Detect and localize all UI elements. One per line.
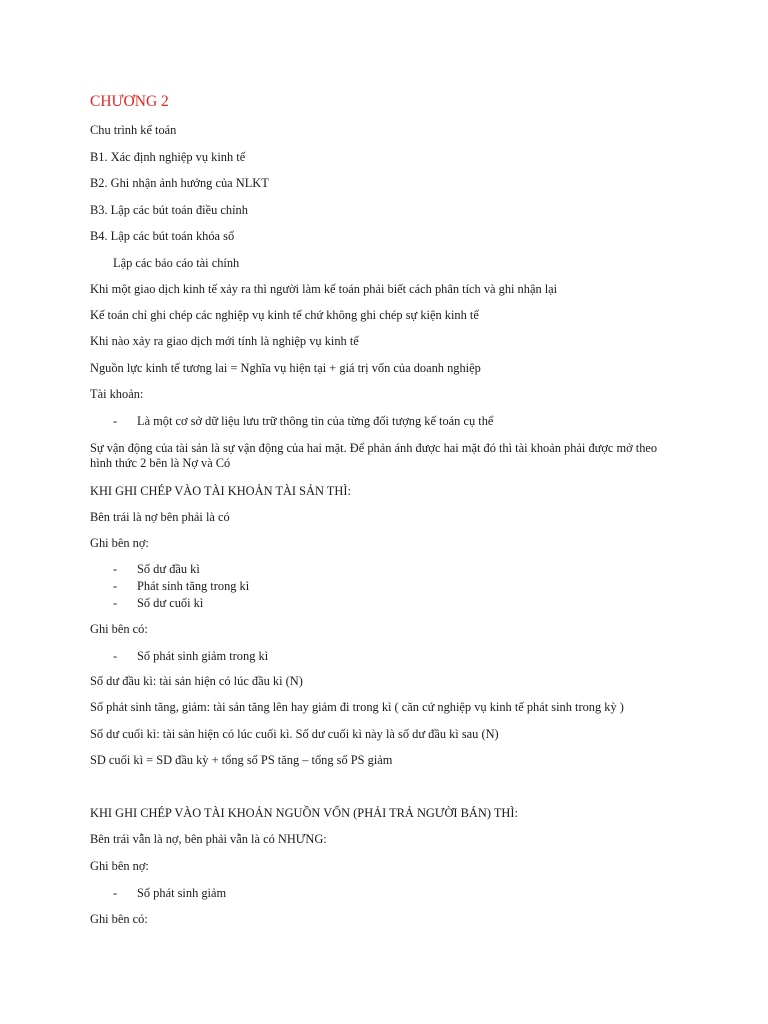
bullet-marker: - xyxy=(113,649,118,663)
bullet-marker: - xyxy=(113,579,118,593)
paragraph: Số dư đầu kì: tài sản hiện có lúc đầu kì (N) xyxy=(90,674,303,688)
paragraph: Kế toán chỉ ghi chép các nghiệp vụ kinh tế chứ không ghi chép sự kiện kinh tế xyxy=(90,308,479,322)
section-label: Ghi bên có: xyxy=(90,622,148,636)
paragraph: Lập các báo cáo tài chính xyxy=(113,256,240,270)
paragraph: Bên trái vẫn là nợ, bên phải vẫn là có NHƯNG: xyxy=(90,832,327,846)
paragraph: Chu trình kế toán xyxy=(90,123,177,137)
bullet-marker: - xyxy=(113,886,118,900)
section-label: Ghi bên nợ: xyxy=(90,536,149,550)
paragraph: Khi một giao dịch kinh tế xảy ra thì người làm kế toán phải biết cách phân tích và ghi nhận lại xyxy=(90,282,558,296)
list-item: Số phát sinh giảm trong kì xyxy=(137,649,269,663)
paragraph: Khi nào xảy ra giao dịch mới tính là nghiệp vụ kinh tế xyxy=(90,334,359,348)
formula: SD cuối kì = SD đầu kỳ + tổng số PS tăng – tổng số PS giảm xyxy=(90,753,393,767)
paragraph: B4. Lập các bút toán khóa sổ xyxy=(90,229,235,243)
list-item: Số phát sinh giảm xyxy=(137,886,227,900)
paragraph: Nguồn lực kinh tế tương lai = Nghĩa vụ hiện tại + giá trị vốn của doanh nghiệp xyxy=(90,361,481,375)
section-label: Ghi bên nợ: xyxy=(90,859,149,873)
paragraph: Sự vận động của tài sản là sự vận động của hai mặt. Để phản ánh được hai mặt đó thì tài khoản phải được mở theo hình thức 2 bên là Nợ và Có xyxy=(90,441,658,470)
bullet-marker: - xyxy=(113,414,118,428)
paragraph: B2. Ghi nhận ảnh hưởng của NLKT xyxy=(90,176,269,190)
section-heading: KHI GHI CHÉP VÀO TÀI KHOẢN NGUỒN VỐN (PHẢI TRẢ NGƯỜI BÁN) THÌ: xyxy=(90,806,518,820)
list-item: Phát sinh tăng trong kì xyxy=(137,579,250,593)
bullet-marker: - xyxy=(113,562,118,576)
list-item: Số dư cuối kì xyxy=(137,596,204,610)
paragraph: Số dư cuối kì: tài sản hiện có lúc cuối kì. Số dư cuối kì này là số dư đầu kì sau (N) xyxy=(90,727,499,741)
list-item: Là một cơ sở dữ liệu lưu trữ thông tin của từng đối tượng kế toán cụ thể xyxy=(137,414,494,428)
paragraph: Số phát sinh tăng, giảm: tài sản tăng lên hay giảm đi trong kì ( căn cứ nghiệp vụ kinh tế phát sinh trong kỳ ) xyxy=(90,700,624,714)
bullet-marker: - xyxy=(113,596,118,610)
paragraph: B1. Xác định nghiệp vụ kinh tế xyxy=(90,150,246,164)
chapter-title: CHƯƠNG 2 xyxy=(90,93,169,110)
list-item: Số dư đầu kì xyxy=(137,562,200,576)
section-label: Ghi bên có: xyxy=(90,912,148,926)
section-heading: KHI GHI CHÉP VÀO TÀI KHOẢN TÀI SẢN THÌ: xyxy=(90,484,351,498)
paragraph: Bên trái là nợ bên phải là có xyxy=(90,510,230,524)
paragraph: B3. Lập các bút toán điều chỉnh xyxy=(90,203,248,217)
section-label: Tài khoản: xyxy=(90,387,144,401)
